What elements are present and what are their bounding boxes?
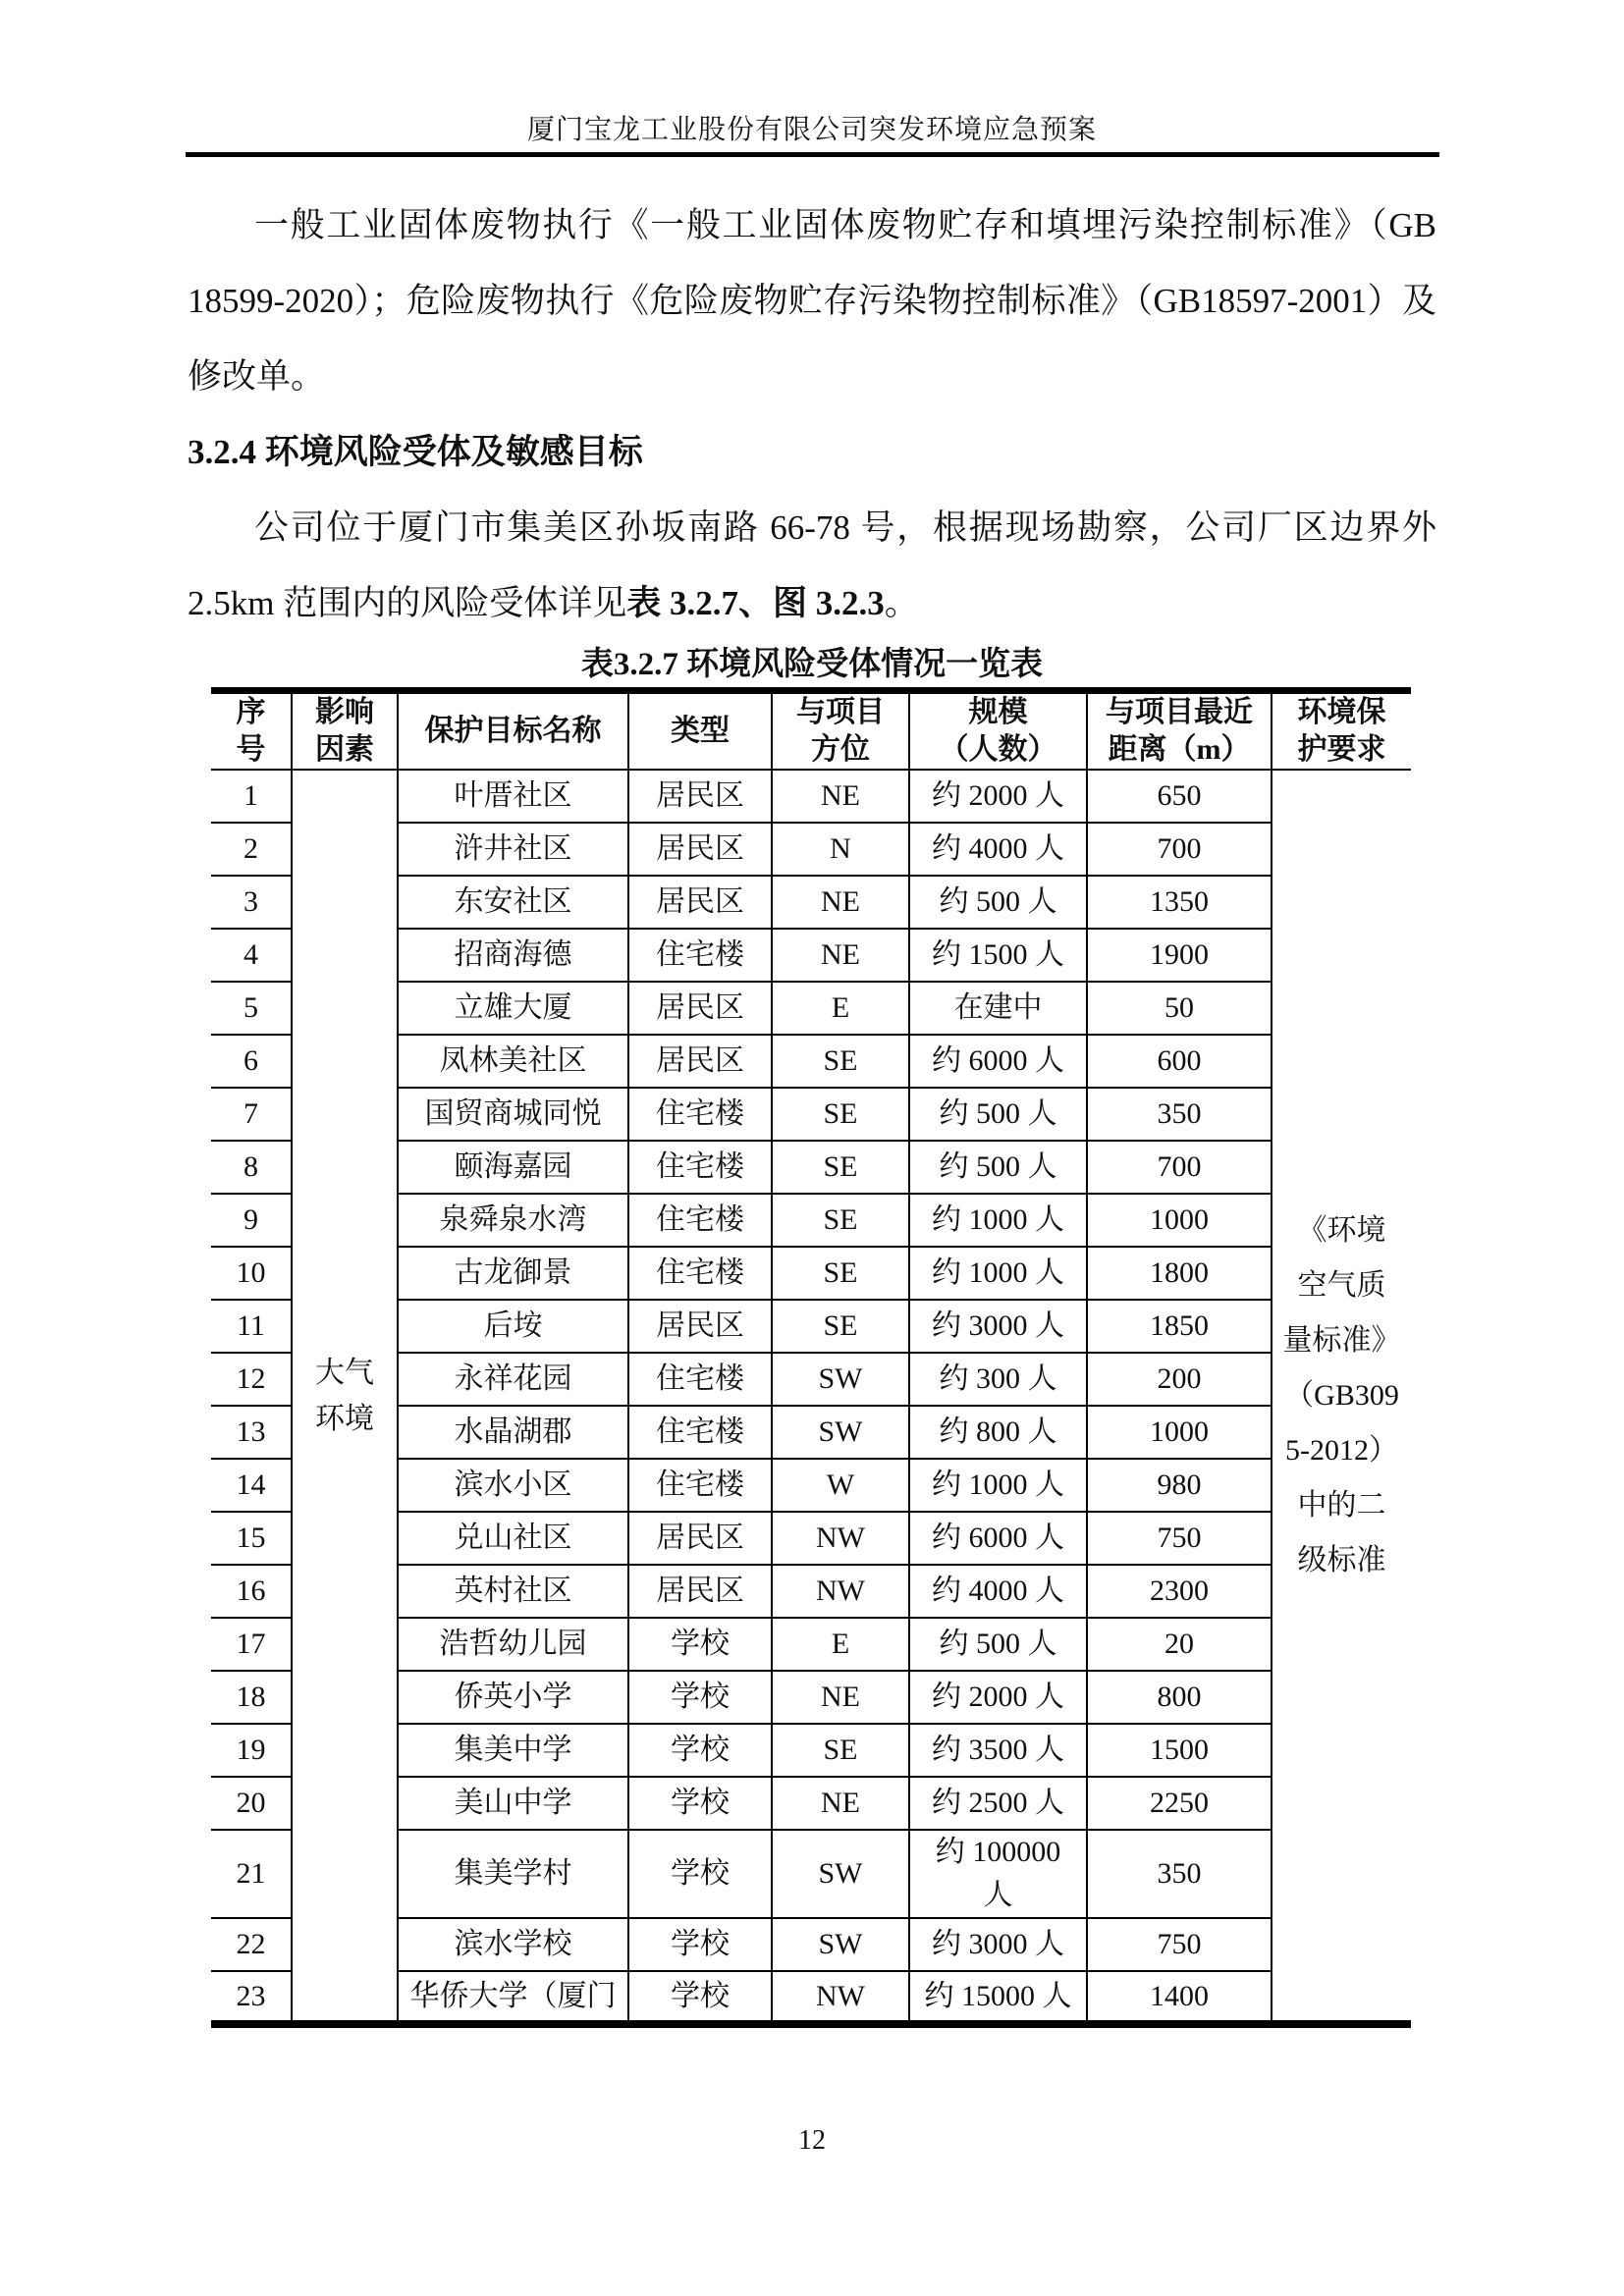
cell-distance: 600 <box>1087 1035 1272 1088</box>
cell-name: 滨水学校 <box>398 1918 628 1971</box>
protection-requirement-line: 《环境 <box>1297 1213 1386 1247</box>
cell-type: 居民区 <box>628 1300 772 1353</box>
cell-distance: 50 <box>1087 982 1272 1035</box>
cell-type: 居民区 <box>628 876 772 929</box>
cell-distance: 650 <box>1087 770 1272 823</box>
cell-type: 住宅楼 <box>628 929 772 982</box>
cell-distance: 2300 <box>1087 1565 1272 1618</box>
cell-scale: 约 4000 人 <box>909 1565 1087 1618</box>
cell-impact <box>292 770 398 2024</box>
cell-no: 23 <box>211 1971 292 2024</box>
cell-name: 叶厝社区 <box>398 770 628 823</box>
header-cell-no <box>211 691 292 771</box>
header-cell-name <box>398 691 628 771</box>
header-line: 护要求 <box>1297 733 1386 766</box>
header-cell-distance <box>1087 691 1272 771</box>
header-line: 方位 <box>811 733 870 766</box>
cell-direction: SE <box>772 1724 909 1777</box>
cell-no: 1 <box>211 770 292 823</box>
cell-direction: SW <box>772 1353 909 1406</box>
cell-scale: 约 800 人 <box>909 1406 1087 1459</box>
cell-type: 住宅楼 <box>628 1141 772 1194</box>
cell-scale: 约 3500 人 <box>909 1724 1087 1777</box>
cell-no: 3 <box>211 876 292 929</box>
cell-scale: 约 1000 人 <box>909 1247 1087 1300</box>
header-line: 与项目最近 <box>1106 696 1253 728</box>
cell-type: 学校 <box>628 1671 772 1724</box>
cell-direction: SE <box>772 1141 909 1194</box>
cell-type: 住宅楼 <box>628 1194 772 1247</box>
cell-distance: 1000 <box>1087 1194 1272 1247</box>
cell-distance: 1000 <box>1087 1406 1272 1459</box>
cell-type: 居民区 <box>628 1035 772 1088</box>
section-heading-324: 3.2.4 环境风险受体及敏感目标 <box>188 433 643 471</box>
header-line: 保护目标名称 <box>424 715 602 747</box>
cell-distance: 1400 <box>1087 1971 1272 2024</box>
header-line: 类型 <box>671 715 730 747</box>
header-line: 影响 <box>315 696 374 728</box>
cell-no: 17 <box>211 1618 292 1671</box>
cell-direction: SE <box>772 1088 909 1141</box>
cell-direction: NW <box>772 1565 909 1618</box>
cell-distance: 1900 <box>1087 929 1272 982</box>
cell-type: 居民区 <box>628 770 772 823</box>
cell-scale: 约 500 人 <box>909 876 1087 929</box>
cell-no: 19 <box>211 1724 292 1777</box>
cell-direction: SW <box>772 1830 909 1918</box>
page-header <box>0 108 1624 147</box>
cell-direction: SE <box>772 1194 909 1247</box>
table-row <box>211 770 1411 823</box>
cell-no: 15 <box>211 1512 292 1565</box>
table-header-row <box>211 691 1411 771</box>
paragraph-location <box>188 490 1436 641</box>
cell-direction: NE <box>772 1671 909 1724</box>
cell-no: 13 <box>211 1406 292 1459</box>
cell-no: 11 <box>211 1300 292 1353</box>
cell-type: 学校 <box>628 1918 772 1971</box>
cell-type: 学校 <box>628 1830 772 1918</box>
cell-type: 学校 <box>628 1724 772 1777</box>
cell-scale: 约 1000 人 <box>909 1194 1087 1247</box>
header-cell-requirement <box>1272 691 1411 771</box>
cell-name: 美山中学 <box>398 1777 628 1830</box>
cell-type: 居民区 <box>628 823 772 876</box>
cell-name: 兑山社区 <box>398 1512 628 1565</box>
page-header-rule <box>186 152 1439 157</box>
cell-name: 华侨大学（厦门 <box>398 1971 628 2024</box>
cell-no: 8 <box>211 1141 292 1194</box>
cell-type: 住宅楼 <box>628 1353 772 1406</box>
cell-requirement <box>1272 770 1411 2024</box>
cell-distance: 1350 <box>1087 876 1272 929</box>
cell-no: 18 <box>211 1671 292 1724</box>
paragraph-location-references: 表 3.2.7、图 3.2.3 <box>626 584 885 622</box>
header-line: 号 <box>236 733 266 766</box>
cell-no: 14 <box>211 1459 292 1512</box>
cell-direction: SE <box>772 1300 909 1353</box>
header-cell-type <box>628 691 772 771</box>
cell-name: 招商海德 <box>398 929 628 982</box>
table-body <box>211 770 1411 2024</box>
cell-no: 2 <box>211 823 292 876</box>
header-line: 序 <box>236 696 266 728</box>
cell-scale: 约 2500 人 <box>909 1777 1087 1830</box>
cell-type: 住宅楼 <box>628 1406 772 1459</box>
cell-direction: SE <box>772 1035 909 1088</box>
cell-distance: 700 <box>1087 823 1272 876</box>
header-cell-direction <box>772 691 909 771</box>
cell-direction: N <box>772 823 909 876</box>
content-area <box>188 160 1436 686</box>
cell-scale: 约 3000 人 <box>909 1300 1087 1353</box>
cell-type: 居民区 <box>628 982 772 1035</box>
cell-direction: NW <box>772 1971 909 2024</box>
cell-scale: 约 15000 人 <box>909 1971 1087 2024</box>
cell-name: 古龙御景 <box>398 1247 628 1300</box>
cell-scale: 约 6000 人 <box>909 1512 1087 1565</box>
cell-scale: 约 3000 人 <box>909 1918 1087 1971</box>
cell-direction: NE <box>772 876 909 929</box>
table-head <box>211 691 1411 771</box>
cell-no: 20 <box>211 1777 292 1830</box>
cell-type: 居民区 <box>628 1565 772 1618</box>
table-title: 表3.2.7 环境风险受体情况一览表 <box>580 647 1044 682</box>
cell-no: 22 <box>211 1918 292 1971</box>
cell-type: 学校 <box>628 1971 772 2024</box>
cell-scale: 约 500 人 <box>909 1088 1087 1141</box>
protection-requirement-line: 5-2012） <box>1285 1433 1398 1467</box>
paragraph-waste-standards: 一般工业固体废物执行《一般工业固体废物贮存和填埋污染控制标准》（GB 18599-2020）；危险废物执行《危险废物贮存污染物控制标准》（GB18597-2001）及修改单。 <box>188 206 1436 396</box>
cell-distance: 800 <box>1087 1671 1272 1724</box>
cell-no: 5 <box>211 982 292 1035</box>
cell-scale: 约 100000 人 <box>909 1830 1087 1918</box>
cell-scale: 约 4000 人 <box>909 823 1087 876</box>
header-line: 因素 <box>315 733 374 766</box>
cell-direction: E <box>772 1618 909 1671</box>
cell-no: 9 <box>211 1194 292 1247</box>
cell-name: 水晶湖郡 <box>398 1406 628 1459</box>
cell-scale: 约 2000 人 <box>909 1671 1087 1724</box>
cell-distance: 20 <box>1087 1618 1272 1671</box>
cell-distance: 750 <box>1087 1512 1272 1565</box>
page-header-title: 厦门宝龙工业股份有限公司突发环境应急预案 <box>526 115 1097 145</box>
header-line: 环境保 <box>1297 696 1386 728</box>
cell-type: 居民区 <box>628 1512 772 1565</box>
cell-type: 住宅楼 <box>628 1247 772 1300</box>
cell-scale: 约 1000 人 <box>909 1459 1087 1512</box>
protection-requirement-line: （GB309 <box>1284 1378 1399 1412</box>
header-line: 与项目 <box>796 696 885 728</box>
cell-name: 英村社区 <box>398 1565 628 1618</box>
header-line: 距离（m） <box>1108 733 1251 766</box>
cell-type: 住宅楼 <box>628 1459 772 1512</box>
cell-scale: 在建中 <box>909 982 1087 1035</box>
cell-no: 16 <box>211 1565 292 1618</box>
page-number: 12 <box>798 2125 826 2156</box>
cell-distance: 700 <box>1087 1141 1272 1194</box>
cell-direction: SW <box>772 1406 909 1459</box>
cell-direction: NE <box>772 1777 909 1830</box>
cell-no: 21 <box>211 1830 292 1918</box>
cell-name: 浩哲幼儿园 <box>398 1618 628 1671</box>
protection-requirement-line: 量标准》 <box>1282 1323 1401 1357</box>
header-cell-scale <box>909 691 1087 771</box>
cell-distance: 2250 <box>1087 1777 1272 1830</box>
cell-scale: 约 6000 人 <box>909 1035 1087 1088</box>
cell-distance: 980 <box>1087 1459 1272 1512</box>
cell-name: 侨英小学 <box>398 1671 628 1724</box>
cell-name: 立雄大厦 <box>398 982 628 1035</box>
cell-name: 滨水小区 <box>398 1459 628 1512</box>
protection-requirement-line: 空气质 <box>1297 1268 1386 1302</box>
paragraph-location-text: 公司位于厦门市集美区孙坂南路 66-78 号，根据现场勘察，公司厂区边界外 2.5km 范围内的风险受体详见 <box>188 508 1436 622</box>
cell-name: 集美学村 <box>398 1830 628 1918</box>
cell-direction: NW <box>772 1512 909 1565</box>
cell-name: 颐海嘉园 <box>398 1141 628 1194</box>
cell-direction: SE <box>772 1247 909 1300</box>
cell-name: 泉舜泉水湾 <box>398 1194 628 1247</box>
cell-direction: E <box>772 982 909 1035</box>
cell-name: 后垵 <box>398 1300 628 1353</box>
cell-name: 东安社区 <box>398 876 628 929</box>
cell-scale: 约 500 人 <box>909 1618 1087 1671</box>
cell-distance: 350 <box>1087 1088 1272 1141</box>
protection-requirement-line: 中的二 <box>1297 1488 1386 1522</box>
header-cell-impact <box>292 691 398 771</box>
cell-no: 10 <box>211 1247 292 1300</box>
impact-factor-line: 大气 <box>315 1356 374 1389</box>
cell-type: 学校 <box>628 1618 772 1671</box>
header-line: 规模 <box>968 696 1028 728</box>
cell-name: 集美中学 <box>398 1724 628 1777</box>
cell-distance: 1500 <box>1087 1724 1272 1777</box>
cell-name: 国贸商城同悦 <box>398 1088 628 1141</box>
paragraph-location-tail: 。 <box>884 584 919 622</box>
cell-direction: SW <box>772 1918 909 1971</box>
protection-requirement-line: 级标准 <box>1297 1543 1386 1576</box>
risk-receptor-table <box>211 687 1411 2028</box>
impact-factor-line: 环境 <box>315 1402 374 1435</box>
cell-type: 学校 <box>628 1777 772 1830</box>
cell-no: 4 <box>211 929 292 982</box>
cell-name: 浒井社区 <box>398 823 628 876</box>
cell-distance: 350 <box>1087 1830 1272 1918</box>
cell-type: 住宅楼 <box>628 1088 772 1141</box>
cell-distance: 1800 <box>1087 1247 1272 1300</box>
cell-direction: NE <box>772 929 909 982</box>
cell-distance: 200 <box>1087 1353 1272 1406</box>
cell-scale: 约 500 人 <box>909 1141 1087 1194</box>
cell-no: 7 <box>211 1088 292 1141</box>
cell-name: 凤林美社区 <box>398 1035 628 1088</box>
cell-direction: NE <box>772 770 909 823</box>
cell-scale: 约 1500 人 <box>909 929 1087 982</box>
cell-no: 6 <box>211 1035 292 1088</box>
cell-distance: 750 <box>1087 1918 1272 1971</box>
cell-distance: 1850 <box>1087 1300 1272 1353</box>
header-line: （人数） <box>939 733 1057 766</box>
cell-scale: 约 2000 人 <box>909 770 1087 823</box>
cell-name: 永祥花园 <box>398 1353 628 1406</box>
cell-no: 12 <box>211 1353 292 1406</box>
cell-direction: W <box>772 1459 909 1512</box>
cell-scale: 约 300 人 <box>909 1353 1087 1406</box>
